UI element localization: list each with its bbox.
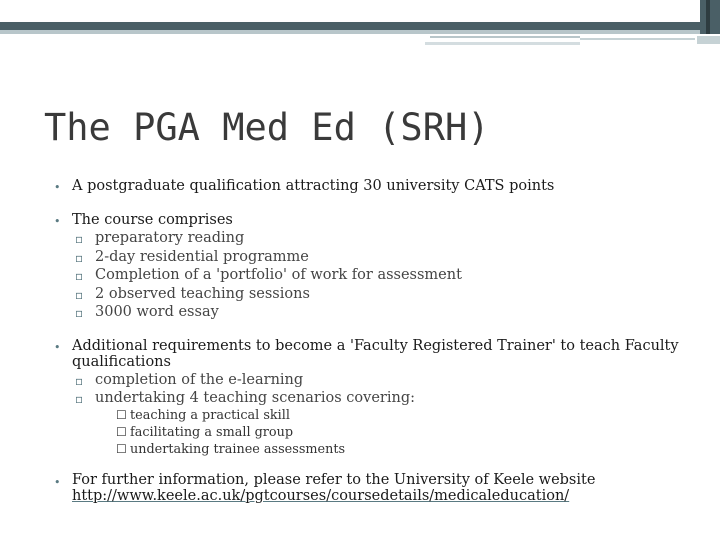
bullet-text: The course comprises — [72, 212, 233, 228]
sub-bullet-text: 3000 word essay — [95, 304, 219, 320]
header-corner-stripe — [706, 0, 710, 34]
sub-bullet-text: completion of the e-learning — [95, 372, 304, 388]
header-accent-line — [425, 42, 580, 45]
header-bar-dark — [0, 22, 720, 30]
bullet-glyph: • — [54, 181, 61, 194]
sub-bullet-glyph: ▫ — [75, 392, 84, 406]
sub-bullet-text: undertaking 4 teaching scenarios covering: — [95, 390, 415, 406]
bullet-text: Additional requirements to become a 'Faculty Registered Trainer' to teach Faculty — [72, 338, 679, 354]
bullet-text: A postgraduate qualification attracting 30 university CATS points — [72, 178, 555, 194]
bullet-glyph: • — [54, 476, 61, 489]
sub-bullet-glyph: ▫ — [75, 374, 84, 388]
checkbox-icon: ☐ — [116, 442, 127, 456]
header-corner-block — [700, 0, 720, 34]
sub-bullet-text: Completion of a 'portfolio' of work for assessment — [95, 267, 462, 283]
sub-sub-bullet-text: undertaking trainee assessments — [130, 442, 346, 457]
sub-bullet-glyph: ▫ — [75, 306, 84, 320]
sub-bullet-glyph: ▫ — [75, 232, 84, 246]
keele-website-link[interactable]: http://www.keele.ac.uk/pgtcourses/coursedetails/medicaleducation/ — [72, 488, 570, 504]
sub-sub-bullet-text: facilitating a small group — [130, 425, 294, 440]
checkbox-icon: ☐ — [116, 425, 127, 439]
header-accent-block — [697, 36, 720, 44]
bullet-text: For further information, please refer to the University of Keele website — [72, 472, 596, 488]
checkbox-icon: ☐ — [116, 408, 127, 422]
sub-bullet-glyph: ▫ — [75, 251, 84, 265]
sub-bullet-text: preparatory reading — [95, 230, 245, 246]
bullet-glyph: • — [54, 341, 61, 354]
header-bar-light — [0, 30, 720, 34]
sub-bullet-text: 2 observed teaching sessions — [95, 286, 310, 302]
bullet-glyph: • — [54, 215, 61, 228]
header-accent-line — [430, 36, 580, 38]
header-accent-line — [580, 38, 695, 40]
sub-bullet-glyph: ▫ — [75, 288, 84, 302]
sub-bullet-text: 2-day residential programme — [95, 249, 309, 265]
sub-bullet-glyph: ▫ — [75, 269, 84, 283]
bullet-text-continued: qualifications — [72, 354, 171, 370]
sub-sub-bullet-text: teaching a practical skill — [130, 408, 290, 423]
slide-title: The PGA Med Ed (SRH) — [44, 106, 490, 149]
